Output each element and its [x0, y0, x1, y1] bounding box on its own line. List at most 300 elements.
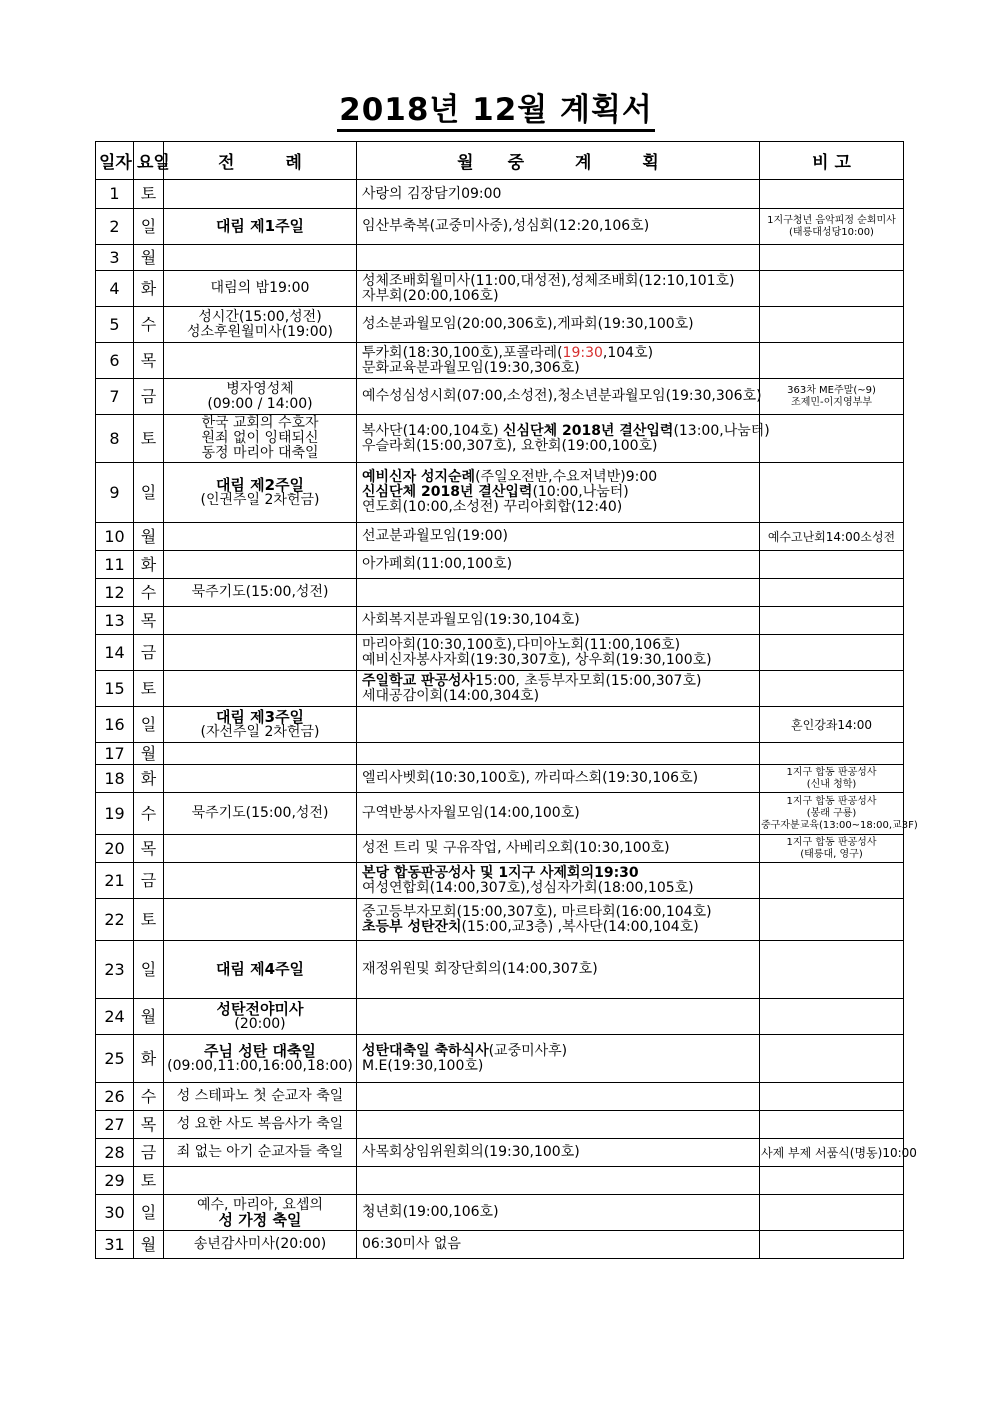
plan-line: [362, 771, 756, 786]
plan-line: [362, 289, 756, 304]
table-row: [96, 899, 904, 941]
liturgy-cell: [164, 271, 357, 307]
weekday-cell: 일: [134, 209, 164, 245]
weekday-cell: 수: [134, 307, 164, 343]
liturgy-line: 성 스테파노 첫 순교자 축일: [176, 1088, 344, 1104]
weekday-cell: 월: [134, 743, 164, 765]
table-row: [96, 1167, 904, 1195]
table-row: [96, 999, 904, 1035]
plan-emphasis: 성탄대축일 축하식사: [362, 1042, 489, 1059]
plan-cell: [357, 180, 760, 209]
liturgy-cell: [164, 1035, 357, 1083]
plan-line: [362, 1059, 756, 1074]
liturgy-cell: [164, 1111, 357, 1139]
liturgy-cell: [164, 765, 357, 793]
plan-text: 구역반봉사자월모임(14:00,100호): [362, 805, 580, 821]
plan-cell: [357, 635, 760, 671]
weekday-cell: 수: [134, 579, 164, 607]
plan-text: 문화교육분과월모임(19:30,306호): [362, 359, 580, 376]
liturgy-line: 예수, 마리아, 요셉의: [197, 1196, 323, 1213]
day-cell: 11: [96, 551, 134, 579]
plan-line: [362, 219, 756, 234]
day-cell: 7: [96, 379, 134, 415]
plan-text: 여성연합회(14:00,307호),성심자가회(18:00,105호): [362, 879, 694, 896]
plan-text: 세대공감이회(14:00,304호): [362, 687, 540, 704]
liturgy-line: 대림 제1주일: [215, 217, 305, 235]
liturgy-line: 성탄전야미사: [216, 999, 304, 1018]
liturgy-cell: [164, 1083, 357, 1111]
note-cell: [760, 941, 904, 999]
table-row: [96, 415, 904, 463]
plan-emphasis: 예비신자 성지순례: [362, 469, 476, 485]
document-title: 2018년 12월 계획서: [0, 84, 992, 129]
note-line: 사제 부제 서품식(명동)10:00: [761, 1145, 917, 1160]
day-cell: 23: [96, 941, 134, 999]
table-row: [96, 1111, 904, 1139]
liturgy-cell: [164, 607, 357, 635]
weekday-cell: 토: [134, 899, 164, 941]
weekday-cell: 금: [134, 1139, 164, 1167]
plan-highlight-time: 19:30: [562, 344, 603, 361]
plan-line: [362, 905, 756, 920]
plan-text: (13:00,나눔터): [673, 422, 770, 439]
note-cell: [760, 1167, 904, 1195]
table-row: [96, 551, 904, 579]
plan-cell: [357, 1167, 760, 1195]
plan-emphasis: 본당 합동판공성사 및 1지구 사제회의19:30: [362, 864, 639, 881]
plan-line: [362, 881, 756, 896]
table-row: [96, 1083, 904, 1111]
liturgy-cell: [164, 1139, 357, 1167]
day-cell: 2: [96, 209, 134, 245]
day-cell: 5: [96, 307, 134, 343]
plan-line: [362, 388, 762, 404]
note-line: 363차 ME주말(~9): [787, 384, 876, 396]
note-cell: [760, 1035, 904, 1083]
liturgy-line: (20:00): [234, 1015, 286, 1032]
liturgy-cell: [164, 671, 357, 707]
table-row: [96, 180, 904, 209]
liturgy-cell: [164, 245, 357, 271]
plan-text: 사회복지분과월모임(19:30,104호): [362, 612, 580, 628]
plan-text: (10:00,나눔터): [532, 484, 629, 500]
day-cell: 26: [96, 1083, 134, 1111]
plan-cell: [357, 271, 760, 307]
table-row: [96, 1195, 904, 1231]
liturgy-line: 대림의 밤19:00: [210, 280, 310, 296]
note-cell: [760, 1195, 904, 1231]
plan-line: [362, 1044, 756, 1059]
plan-line: [362, 1145, 756, 1160]
liturgy-cell: [164, 1167, 357, 1195]
plan-line: [362, 422, 770, 439]
note-cell: [760, 671, 904, 707]
plan-text: 자부회(20:00,106호): [362, 287, 499, 304]
liturgy-line: 원죄 없이 잉태되신: [201, 430, 319, 446]
plan-line: [362, 187, 756, 202]
liturgy-line: 성소후원월미사(19:00): [187, 323, 333, 340]
note-cell: [760, 899, 904, 941]
day-cell: 18: [96, 765, 134, 793]
table-row: [96, 463, 904, 523]
note-cell: [760, 343, 904, 379]
day-cell: 29: [96, 1167, 134, 1195]
plan-cell: [357, 1231, 760, 1259]
plan-cell: [357, 1083, 760, 1111]
plan-line: [362, 485, 756, 500]
plan-cell: [357, 343, 760, 379]
day-cell: 12: [96, 579, 134, 607]
plan-text: 엘리사벳회(10:30,100호), 까리따스회(19:30,106호): [362, 770, 699, 786]
note-cell: [760, 1083, 904, 1111]
note-cell: [760, 863, 904, 899]
plan-text: 예수성심성시회(07:00,소성전),청소년분과월모임(19:30,306호): [362, 388, 762, 404]
table-row: [96, 343, 904, 379]
liturgy-cell: [164, 835, 357, 863]
liturgy-line: (자선주일 2차헌금): [200, 723, 320, 740]
liturgy-cell: [164, 999, 357, 1035]
day-cell: 28: [96, 1139, 134, 1167]
liturgy-line: 죄 없는 아기 순교자들 축일: [176, 1144, 344, 1160]
day-cell: 27: [96, 1111, 134, 1139]
table-row: [96, 707, 904, 743]
plan-line: [362, 638, 756, 653]
plan-cell: [357, 1195, 760, 1231]
weekday-cell: 화: [134, 551, 164, 579]
table-row: [96, 835, 904, 863]
plan-line: [362, 439, 756, 454]
note-cell: [760, 271, 904, 307]
day-cell: 6: [96, 343, 134, 379]
note-cell: [760, 245, 904, 271]
day-cell: 1: [96, 180, 134, 209]
plan-text: 성전 트리 및 구유작업, 사베리오회(10:30,100호): [362, 840, 670, 856]
plan-line: [362, 346, 756, 361]
liturgy-cell: [164, 1231, 357, 1259]
header-weekday: 요일: [134, 142, 164, 180]
plan-text: 재정위원및 회장단회의(14:00,307호): [362, 961, 598, 977]
note-cell: [760, 835, 904, 863]
schedule-table: [95, 141, 918, 1259]
plan-cell: [357, 1139, 760, 1167]
liturgy-line: 대림 제4주일: [215, 960, 305, 978]
liturgy-line: 성시간(15:00,성전): [198, 308, 322, 325]
day-cell: 30: [96, 1195, 134, 1231]
liturgy-cell: [164, 743, 357, 765]
table-row: [96, 765, 904, 793]
plan-cell: [357, 463, 760, 523]
table-row: [96, 607, 904, 635]
plan-text: 15:00, 초등부자모회(15:00,307호): [475, 672, 702, 689]
note-cell: [760, 209, 904, 245]
note-line: 1지구청년 음악피정 순회미사: [767, 214, 896, 226]
weekday-cell: 금: [134, 379, 164, 415]
liturgy-line: 성 가정 축일: [218, 1210, 302, 1229]
plan-cell: [357, 863, 760, 899]
day-cell: 14: [96, 635, 134, 671]
weekday-cell: 목: [134, 343, 164, 379]
plan-cell: [357, 1035, 760, 1083]
day-cell: 24: [96, 999, 134, 1035]
day-cell: 15: [96, 671, 134, 707]
plan-line: [362, 1205, 756, 1220]
table-row: [96, 671, 904, 707]
liturgy-cell: [164, 863, 357, 899]
liturgy-line: 묵주기도(15:00,성전): [191, 805, 329, 821]
note-line: 1지구 합동 판공성사: [786, 795, 877, 807]
note-cell: [760, 1111, 904, 1139]
weekday-cell: 금: [134, 635, 164, 671]
day-cell: 19: [96, 793, 134, 835]
plan-text: 중고등부자모회(15:00,307호), 마르타회(16:00,104호): [362, 903, 712, 920]
note-cell: [760, 1231, 904, 1259]
table-row: [96, 245, 904, 271]
liturgy-line: 대림 제2주일: [215, 475, 305, 494]
day-cell: 8: [96, 415, 134, 463]
plan-line: [362, 317, 756, 332]
plan-text: (교중미사후): [488, 1042, 568, 1059]
plan-cell: [357, 245, 760, 271]
day-cell: 16: [96, 707, 134, 743]
liturgy-cell: [164, 463, 357, 523]
plan-line: [362, 962, 756, 977]
plan-line: [362, 613, 756, 628]
table-row: [96, 379, 904, 415]
liturgy-line: (인권주일 2차헌금): [200, 491, 320, 508]
liturgy-cell: [164, 343, 357, 379]
table-row: [96, 793, 904, 835]
plan-text: 복사단(14:00,104호): [362, 422, 503, 439]
note-cell: [760, 793, 918, 835]
note-cell: [760, 999, 904, 1035]
weekday-cell: 목: [134, 607, 164, 635]
plan-cell: [357, 835, 760, 863]
plan-line: [362, 274, 756, 289]
table-row: [96, 1035, 904, 1083]
note-cell: [760, 635, 904, 671]
liturgy-line: (09:00 / 14:00): [207, 395, 313, 412]
liturgy-cell: [164, 941, 357, 999]
table-row: [96, 635, 904, 671]
liturgy-cell: [164, 579, 357, 607]
plan-line: [362, 689, 756, 704]
table-row: [96, 863, 904, 899]
weekday-cell: 일: [134, 707, 164, 743]
day-cell: 13: [96, 607, 134, 635]
plan-emphasis: 주일학교 판공성사: [362, 672, 476, 689]
day-cell: 9: [96, 463, 134, 523]
liturgy-cell: [164, 307, 357, 343]
header-liturgy: 전 례: [164, 142, 357, 180]
note-line: (태릉대, 영구): [800, 848, 863, 860]
table-row: [96, 1139, 904, 1167]
plan-line: [362, 361, 756, 376]
note-line: (신내 청학): [806, 778, 857, 790]
weekday-cell: 월: [134, 999, 164, 1035]
plan-emphasis: 신심단체 2018년 결산입력: [362, 484, 533, 500]
weekday-cell: 토: [134, 671, 164, 707]
plan-cell: [357, 999, 760, 1035]
table-row: [96, 523, 904, 551]
liturgy-cell: [164, 899, 357, 941]
day-cell: 22: [96, 899, 134, 941]
plan-text: 연도회(10:00,소성전) 꾸리아회합(12:40): [362, 499, 623, 515]
weekday-cell: 수: [134, 1083, 164, 1111]
weekday-cell: 월: [134, 523, 164, 551]
note-cell: [760, 743, 904, 765]
plan-cell: [357, 379, 760, 415]
plan-cell: [357, 209, 760, 245]
note-line: 예수고난회14:00소성전: [767, 529, 896, 544]
plan-cell: [357, 793, 760, 835]
weekday-cell: 화: [134, 765, 164, 793]
header-day: 일자: [96, 142, 134, 180]
plan-text: 우슬라회(15:00,307호), 요한회(19:00,100호): [362, 437, 658, 454]
plan-text: M.E(19:30,100호): [362, 1057, 484, 1074]
plan-text: 성체조배회월미사(11:00,대성전),성체조배회(12:10,101호): [362, 272, 735, 289]
plan-emphasis: 초등부 성탄잔치: [362, 918, 462, 935]
table-row: [96, 1231, 904, 1259]
day-cell: 25: [96, 1035, 134, 1083]
plan-line: [362, 674, 756, 689]
liturgy-line: 성 요한 사도 복음사가 축일: [176, 1116, 344, 1132]
plan-cell: [357, 765, 760, 793]
weekday-cell: 토: [134, 415, 164, 463]
note-line: 혼인강좌14:00: [791, 717, 872, 732]
plan-text: 투카회(18:30,100호),포콜라레(: [362, 344, 563, 361]
weekday-cell: 월: [134, 245, 164, 271]
plan-line: [362, 866, 756, 881]
table-row: [96, 579, 904, 607]
note-cell: [760, 379, 904, 415]
plan-line: [362, 841, 756, 856]
plan-cell: [357, 743, 760, 765]
day-cell: 4: [96, 271, 134, 307]
liturgy-cell: [164, 379, 357, 415]
plan-cell: [357, 671, 760, 707]
weekday-cell: 토: [134, 1167, 164, 1195]
liturgy-cell: [164, 551, 357, 579]
note-cell: [760, 523, 904, 551]
weekday-cell: 목: [134, 1111, 164, 1139]
note-line: 1지구 합동 판공성사: [786, 836, 877, 848]
weekday-cell: 토: [134, 180, 164, 209]
plan-cell: [357, 523, 760, 551]
note-cell: [760, 180, 904, 209]
plan-text: (주일오전반,수요저녁반)9:00: [475, 469, 658, 485]
plan-cell: [357, 899, 760, 941]
day-cell: 10: [96, 523, 134, 551]
table-row: [96, 743, 904, 765]
plan-text: 선교분과월모임(19:00): [362, 528, 508, 544]
note-line: (봉래 구룡): [806, 807, 857, 819]
note-cell: [760, 707, 904, 743]
plan-text: 임산부축복(교중미사중),성심회(12:20,106호): [362, 218, 650, 234]
liturgy-line: (09:00,11:00,16:00,18:00): [167, 1057, 353, 1074]
day-cell: 20: [96, 835, 134, 863]
liturgy-line: 한국 교회의 수호자: [201, 415, 319, 431]
plan-cell: [357, 307, 760, 343]
day-cell: 31: [96, 1231, 134, 1259]
liturgy-line: 주님 성탄 대축일: [204, 1041, 316, 1060]
plan-line: [362, 529, 756, 544]
weekday-cell: 수: [134, 793, 164, 835]
plan-cell: [357, 579, 760, 607]
plan-line: [362, 653, 756, 668]
note-cell: [760, 415, 904, 463]
weekday-cell: 일: [134, 941, 164, 999]
plan-line: [362, 500, 756, 515]
table-row: [96, 271, 904, 307]
plan-text: (15:00,교3층) ,복사단(14:00,104호): [461, 918, 699, 935]
header-row: [96, 142, 904, 180]
liturgy-cell: [164, 209, 357, 245]
plan-text: 06:30미사 없음: [362, 1236, 461, 1252]
liturgy-line: 동정 마리아 대축일: [201, 445, 319, 461]
day-cell: 3: [96, 245, 134, 271]
plan-line: [362, 1237, 756, 1252]
note-line: 1지구 합동 판공성사: [786, 766, 877, 778]
note-cell: [760, 607, 904, 635]
plan-cell: [357, 551, 760, 579]
plan-cell: [357, 607, 760, 635]
weekday-cell: 금: [134, 863, 164, 899]
note-cell: [760, 551, 904, 579]
weekday-cell: 일: [134, 463, 164, 523]
plan-text: 아가페회(11:00,100호): [362, 556, 513, 572]
table-row: [96, 941, 904, 999]
plan-text: 사목회상임위원회의(19:30,100호): [362, 1144, 580, 1160]
liturgy-cell: [164, 180, 357, 209]
note-line: 조제민-이지영부부: [791, 396, 872, 408]
plan-line: [362, 470, 756, 485]
liturgy-cell: [164, 635, 357, 671]
schedule-body: [96, 180, 918, 1259]
plan-cell: [357, 415, 770, 463]
liturgy-cell: [164, 415, 357, 463]
day-cell: 17: [96, 743, 134, 765]
liturgy-cell: [164, 793, 357, 835]
liturgy-line: 송년감사미사(20:00): [193, 1236, 327, 1252]
day-cell: 21: [96, 863, 134, 899]
plan-emphasis: 신심단체 2018년 결산입력: [503, 422, 674, 439]
plan-cell: [357, 1111, 760, 1139]
plan-text: 예비신자봉사자회(19:30,307호), 상우회(19:30,100호): [362, 651, 712, 668]
table-row: [96, 209, 904, 245]
header-note: 비 고: [760, 142, 904, 180]
plan-text: ,104호): [602, 344, 654, 361]
liturgy-line: 대림 제3주일: [215, 707, 305, 726]
note-cell: [760, 1139, 917, 1167]
liturgy-cell: [164, 523, 357, 551]
plan-cell: [357, 707, 760, 743]
plan-line: [362, 920, 756, 935]
note-cell: [760, 579, 904, 607]
weekday-cell: 화: [134, 271, 164, 307]
liturgy-line: 묵주기도(15:00,성전): [191, 584, 329, 600]
note-cell: [760, 307, 904, 343]
plan-line: [362, 806, 756, 821]
weekday-cell: 화: [134, 1035, 164, 1083]
header-plan: 월 중 계 획: [357, 142, 760, 180]
weekday-cell: 일: [134, 1195, 164, 1231]
note-line: 중구자분교육(13:00~18:00,교3F): [761, 819, 918, 831]
liturgy-line: 병자영성체: [226, 380, 294, 397]
plan-cell: [357, 941, 760, 999]
note-cell: [760, 765, 904, 793]
table-row: [96, 307, 904, 343]
note-cell: [760, 463, 904, 523]
